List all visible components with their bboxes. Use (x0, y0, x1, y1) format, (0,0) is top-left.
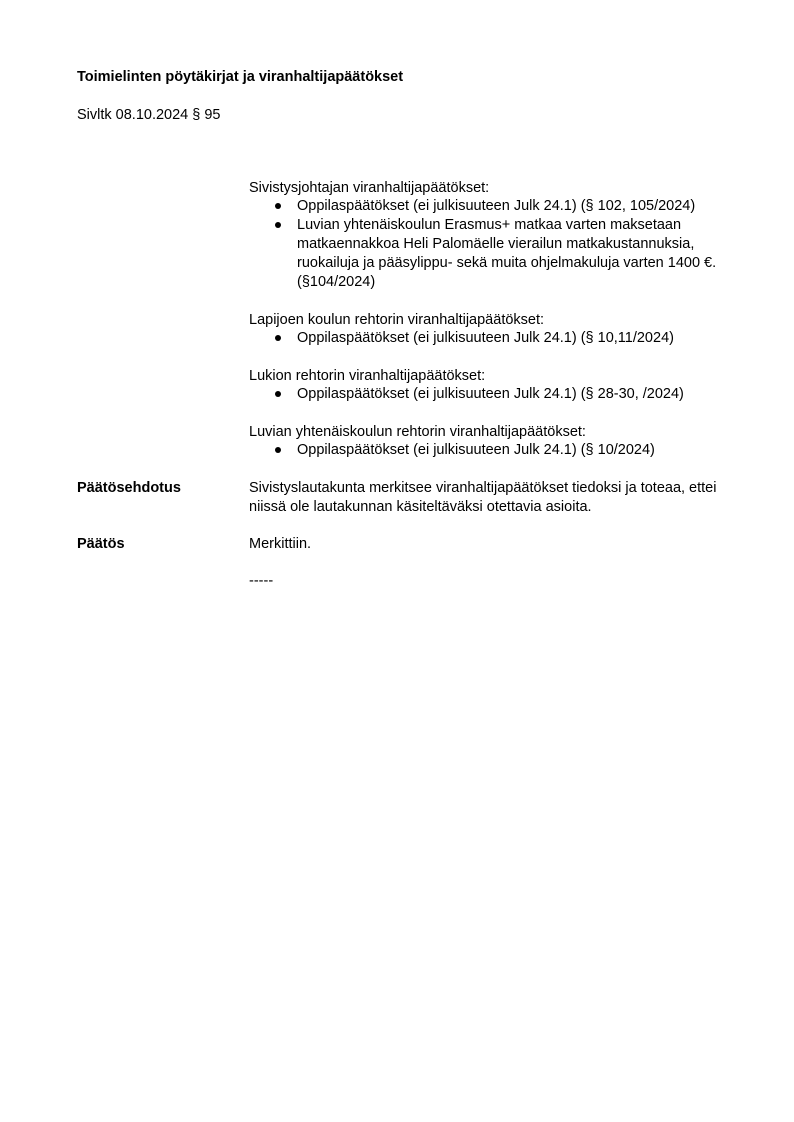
list-item-text: Oppilaspäätökset (ei julkisuuteen Julk 24.1) (§ 10,11/2024) (297, 330, 674, 346)
section-heading: Lapijoen koulun rehtorin viranhaltijapäätökset: (249, 312, 545, 328)
bullet-icon (275, 391, 281, 397)
list-item-text: Luvian yhtenäiskoulun Erasmus+ matkaa varten maksetaan matkaennakkoa Heli Palomäelle vierailun matkakustannuksia, ruokailuja ja pääsylippu- sekä muita ohjelmakuluja varten 1400 €. (§104/2024) (297, 217, 717, 290)
bullet-list (249, 197, 749, 292)
end-mark: ----- (249, 573, 274, 589)
bullet-list (249, 385, 749, 404)
section-heading: Sivistysjohtajan viranhaltijapäätökset: (249, 180, 490, 196)
section-heading: Luvian yhtenäiskoulun rehtorin viranhaltijapäätökset: (249, 424, 586, 440)
section-heading: Lukion rehtorin viranhaltijapäätökset: (249, 368, 486, 384)
decision-text: Merkittiin. (249, 536, 312, 552)
list-item (249, 385, 742, 404)
section-sivistysjohtaja (249, 179, 749, 292)
section-luvia (249, 423, 749, 460)
bullet-icon (275, 335, 281, 341)
bullet-list (249, 441, 749, 460)
list-item-text: Oppilaspäätökset (ei julkisuuteen Julk 24.1) (§ 28-30, /2024) (297, 386, 684, 402)
decisions-list (249, 179, 749, 479)
meeting-reference: Sivltk 08.10.2024 § 95 (77, 107, 221, 123)
section-lapijoki (249, 311, 749, 348)
list-item (249, 197, 742, 216)
list-item (249, 329, 742, 348)
section-lukio (249, 367, 749, 404)
list-item (249, 441, 742, 460)
list-item-text: Oppilaspäätökset (ei julkisuuteen Julk 24.1) (§ 102, 105/2024) (297, 198, 696, 214)
bullet-icon (275, 447, 281, 453)
document-title: Toimielinten pöytäkirjat ja viranhaltijapäätökset (77, 69, 404, 85)
proposal-label: Päätösehdotus (77, 480, 181, 496)
bullet-icon (275, 222, 281, 228)
decision-label: Päätös (77, 536, 125, 552)
list-item (249, 216, 742, 292)
proposal-text: Sivistyslautakunta merkitsee viranhaltijapäätökset tiedoksi ja toteaa, ettei niissä ole lautakunnan käsiteltäväksi otettavia asioita. (249, 480, 717, 515)
bullet-icon (275, 203, 281, 209)
bullet-list (249, 329, 749, 348)
list-item-text: Oppilaspäätökset (ei julkisuuteen Julk 24.1) (§ 10/2024) (297, 442, 655, 458)
